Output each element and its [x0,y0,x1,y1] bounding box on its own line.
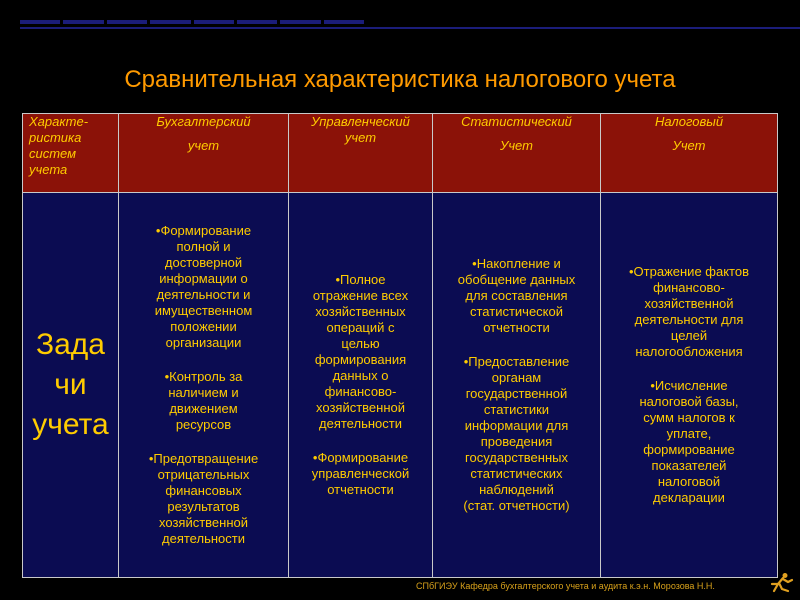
list-item-line: •Накопление и [472,256,561,271]
list-item-line: хозяйственных [315,304,406,319]
list-item-line: деятельности [319,416,402,431]
list-item-line: декларации [653,490,725,505]
list-item-line: формирование [643,442,735,457]
table-body-row [23,193,778,578]
list-item-line: отражение всех [312,288,409,303]
block-spacer [289,432,432,450]
list-item-line: •Отражение фактов [629,264,749,279]
comparison-table [22,113,778,578]
list-item-line: •Предоставление [463,354,570,369]
header-line: Налоговый [654,114,724,129]
header-line: учет [187,138,220,153]
list-item-line: налогообложения [635,344,743,359]
list-item-line: отчетности [483,320,550,335]
list-item-line: движением [169,401,238,416]
list-item-line: полной и [176,239,231,254]
list-item-line: налоговой [657,474,721,489]
list-item-line: деятельности для [634,312,744,327]
header-cell-tax [601,114,778,193]
runner-logo-icon [768,572,794,594]
list-item-line: информации о [159,271,248,286]
list-item-line: финансовых [165,483,242,498]
list-item-line: наличием и [168,385,239,400]
header-line: Управленческий [311,114,410,129]
decorative-top-line [20,27,800,29]
list-item-line: (стат. отчетности) [463,498,570,513]
list-item-line: отчетности [327,482,394,497]
list-item-line: данных о [332,368,389,383]
list-item-line: органам [491,370,542,385]
list-item-line: формирования [314,352,407,367]
body-cell-management [289,193,433,578]
row-label-line: Зада [36,328,105,361]
header-line: ристика [29,130,82,145]
header-cell-management [289,114,433,193]
list-item-line: имущественном [154,303,253,318]
body-cell-statistical [433,193,601,578]
list-item-line: обобщение данных [457,272,576,287]
list-item-line: •Формирование [155,223,252,238]
list-item-line: налоговой базы, [639,394,739,409]
list-item-line: целью [341,336,380,351]
list-item-line: •Контроль за [164,369,243,384]
list-item [601,264,777,360]
list-item-line: •Формирование [312,450,409,465]
block-spacer [119,351,288,369]
block-spacer [433,336,600,354]
list-item-line: статистических [470,466,563,481]
header-line: учет [344,130,377,145]
list-item [119,223,288,351]
list-item [433,256,600,336]
list-item-line: деятельности [162,531,245,546]
list-item-line: ресурсов [175,417,232,432]
body-cell-tax [601,193,778,578]
list-item-line: •Предотвращение [148,451,259,466]
row-label-line: учета [32,408,109,441]
slide-title: Сравнительная характеристика налогового учета [124,66,676,93]
list-item-line: информации для [464,418,569,433]
list-item-line: операций с [326,320,395,335]
list-item [433,354,600,514]
list-item-line: статистики [483,402,550,417]
list-item [601,378,777,506]
list-item-line: •Полное [335,272,386,287]
list-item-line: целей [670,328,708,343]
row-label-line: чи [54,368,87,401]
list-item-line: управленческой [311,466,410,481]
header-cell-characteristic [23,114,119,193]
header-line: учета [29,162,68,177]
header-cell-accounting [119,114,289,193]
list-item-line: проведения [480,434,553,449]
header-line: Характе- [29,114,89,129]
list-item-line: финансово- [324,384,397,399]
list-item [289,272,432,432]
table-header-row [23,114,778,193]
list-item-line: показателей [651,458,727,473]
list-item-line: уплате, [666,426,712,441]
header-cell-statistical [433,114,601,193]
list-item-line: хозяйственной [159,515,248,530]
list-item-line: статистической [469,304,563,319]
list-item-line: финансово- [653,280,725,295]
list-item-line: хозяйственной [644,296,734,311]
list-item-line: положении [170,319,237,334]
body-cell-accounting [119,193,289,578]
header-line: систем [29,146,77,161]
block-spacer [119,433,288,451]
list-item-line: хозяйственной [316,400,405,415]
list-item-line: достоверной [164,255,243,270]
list-item-line: наблюдений [479,482,554,497]
block-spacer [601,360,777,378]
list-item [289,450,432,498]
list-item-line: •Исчисление [650,378,728,393]
footer-credit: СПбГИЭУ Кафедра бухгалтерского учета и аудита к.э.н. Морозова Н.Н. [416,581,715,591]
list-item-line: государственной [465,386,568,401]
header-line: Статистический [461,114,572,129]
header-line: Бухгалтерский [156,114,251,129]
list-item-line: сумм налогов к [643,410,735,425]
list-item-line: организации [165,335,242,350]
decorative-top-bar [20,20,364,26]
row-label-cell [23,193,119,578]
list-item-line: деятельности и [156,287,251,302]
header-line: Учет [500,138,533,153]
list-item [119,369,288,433]
list-item-line: результатов [167,499,240,514]
header-line: Учет [672,138,706,153]
list-item-line: для составления [465,288,568,303]
list-item-line: государственных [465,450,568,465]
list-item-line: отрицательных [157,467,250,482]
list-item [119,451,288,547]
